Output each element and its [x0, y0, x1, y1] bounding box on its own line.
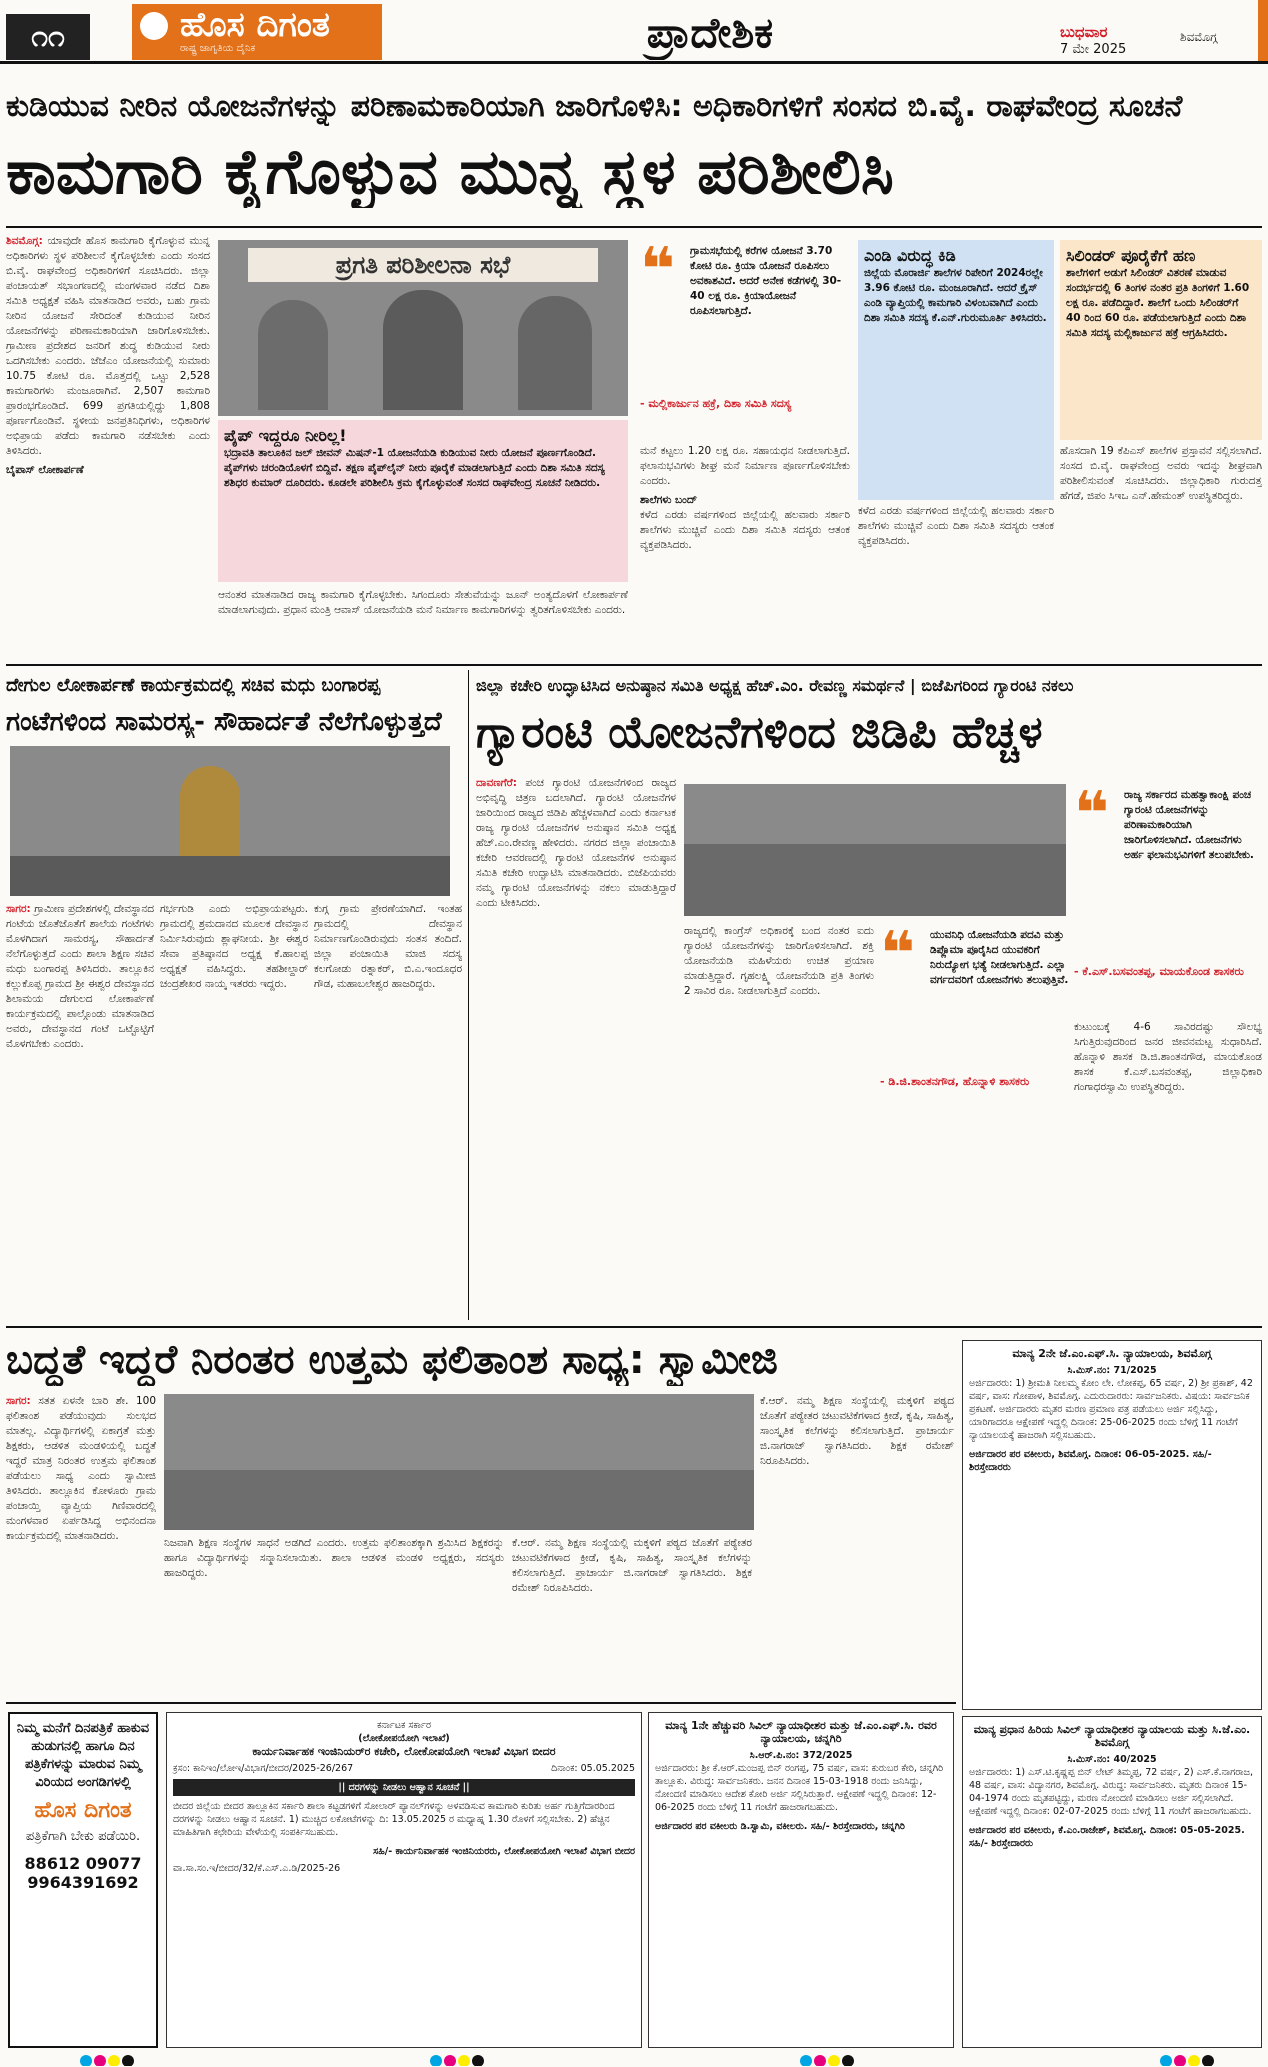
tender-govt: ಕರ್ನಾಟಕ ಸರ್ಕಾರ — [377, 1720, 431, 1731]
lead-column-6: ಹೊಸದಾಗಿ 19 ಕೆಪಿಎಸ್ ಶಾಲೆಗಳ ಪ್ರಸ್ತಾವನೆ ಸಲ್ಲಿಸಲಾಗಿದೆ. ಸಂಸದ ಬಿ.ವೈ. ರಾಘವೇಂದ್ರ ಅವರು ಇದನ್ನು ಶೀಘ್ರವಾಗಿ ಪರಿಶೀಲಿಸುವಂತೆ ಸೂಚಿಸಿದರು. ಜಿಲ್ಲಾಧಿಕಾರಿ ಗುರುದತ್ತ ಹೆಗಡೆ, ಜಿಪಂ ಸಿಇಒ ಎನ್.ಹೇಮಂತ್ ಉಪಸ್ಥಿತರಿದ್ದರು. — [1060, 445, 1262, 502]
meeting-photo — [218, 240, 628, 416]
lamp-icon — [140, 12, 168, 40]
guarantee-dateline: ದಾವಣಗೆರೆ: — [476, 777, 517, 789]
ad-text: ನಿಮ್ಮ ಮನೆಗೆ ದಿನಪತ್ರಿಕೆ ಹಾಕುವ ಹುಡುಗನಲ್ಲಿ ಹಾಗೂ ದಿನ ಪತ್ರಿಕೆಗಳನ್ನು ಮಾರುವ ನಿಮ್ಮ ವಿರಿಯದ ಅಂಗಡಿಗಳಲ್ಲಿ — [16, 1721, 150, 1790]
registration-marks — [1160, 2052, 1220, 2066]
guarantee-headline: ಗ್ಯಾರಂಟಿ ಯೋಜನೆಗಳಿಂದ ಜಿಡಿಪಿ ಹೆಚ್ಚಳ — [476, 707, 1043, 758]
person-figure — [518, 296, 592, 410]
pipe-sidebar-title: ಪೈಪ್ ಇದ್ದರೂ ನೀರಿಲ್ಲ! — [224, 426, 347, 445]
brand-logo — [132, 4, 382, 60]
dateline-block — [1060, 24, 1180, 62]
temple-headline: ಗಂಟೆಗಳಿಂದ ಸಾಮರಸ್ಯ- ಸೌಹಾರ್ದತೆ ನೆಲೆಗೊಳ್ಳುತ್ತದೆ — [6, 707, 442, 737]
guarantee-column-1 — [476, 776, 676, 1316]
subscription-ad — [8, 1712, 158, 2048]
lead-column-4 — [640, 444, 850, 654]
cylinder-sidebar-text: ಶಾಲೆಗಳಿಗೆ ಅಡುಗೆ ಸಿಲಿಂಡರ್ ವಿತರಣೆ ಮಾಡುವ ಸಂದರ್ಭದಲ್ಲಿ 6 ತಿಂಗಳ ನಂತರ ಪ್ರತಿ ತಿಂಗಳಿಗೆ 1.60 ಲಕ್ಷ ರೂ. ಪಡೆದಿದ್ದಾರೆ. ಶಾಲೆಗೆ ಒಂದು ಸಿಲಿಂಡರ್‌ಗೆ 40 ರಿಂದ 60 ರೂ. ಪಡೆಯಲಾಗುತ್ತಿದೆ ಎಂದು ದಿಶಾ ಸಮಿತಿ ಸದಸ್ಯ ಮಲ್ಲಿಕಾರ್ಜುನ ಹಕ್ರೆ ಆಗ್ರಹಿಸಿದರು. — [1066, 267, 1250, 339]
quote-box-1 — [640, 240, 850, 440]
ad-text-2: ಪತ್ರಿಕೆಗಾಗಿ ಬೇಕು ಪಡೆಯಿರಿ. — [25, 1829, 141, 1844]
notice-2-body: ಅರ್ಜಿದಾರರು: ಶ್ರೀ ಕೆ.ಆರ್.ಮಂಜಪ್ಪ ಬಿನ್ ರಂಗಪ್ಪ, 75 ವರ್ಷ, ವಾಸ: ಕುರುಬರ ಕೇರಿ, ಚನ್ನಗಿರಿ ತಾಲ್ಲೂಕು. ವಿರುದ್ಧ: ಸಾರ್ವಜನಿಕರು. ಜನನ ದಿನಾಂಕ 15-03-1918 ರಂದು ಜನಿಸಿದ್ದು, ನೋಂದಣಿ ಮಾಡಿಸಲು ಆದೇಶ ಕೋರಿ ಅರ್ಜಿ ಸಲ್ಲಿಸಿರುತ್ತಾರೆ. ಆಕ್ಷೇಪಣೆ ಇದ್ದಲ್ಲಿ ದಿನಾಂಕ: 12-06-2025 ರಂದು ಬೆಳಿಗ್ಗೆ 11 ಗಂಟೆಗೆ ಹಾಜರಾಗಬಹುದು. — [655, 1763, 944, 1813]
quote-2-byline: - ಕೆ.ಎಸ್.ಬಸವಂತಪ್ಪ, ಮಾಯಕೊಂಡ ಶಾಸಕರು — [1074, 965, 1244, 978]
tender-sign: ಸಹಿ/- ಕಾರ್ಯನಿರ್ವಾಹಕ ಇಂಜಿನಿಯರರು, ಲೋಕೋಪಯೋಗಿ ಇಲಾಖೆ ವಿಭಾಗ ಬೀದರ — [373, 1846, 635, 1857]
notice-1-case: ಸಿ.ಮಿಸ್.ನಂ: 71/2025 — [1067, 1365, 1157, 1376]
lead-column-1 — [6, 234, 210, 634]
lead-dateline: ಶಿವಮೊಗ್ಗ: — [6, 235, 43, 247]
divider — [6, 1702, 956, 1704]
temple-dateline: ಸಾಗರ: — [6, 903, 31, 915]
md-sidebar-text: ಜಿಲ್ಲೆಯ ಮೊರಾರ್ಜಿ ಶಾಲೆಗಳ ರಿಪೇರಿಗೆ 2024ರಲ್ಲೇ 3.96 ಕೋಟಿ ರೂ. ಮಂಜೂರಾಗಿದೆ. ಆದರೆ ಕ್ರೈಸ್ ಎಂಡಿ ವ್ಯಾಪ್ತಿಯಲ್ಲಿ ಕಾಮಗಾರಿ ವಿಳಂಬವಾಗಿದೆ ಎಂದು ದಿಶಾ ಸಮಿತಿ ಸದಸ್ಯ ಕೆ.ಎನ್.ಗುರುಮೂರ್ತಿ ತಿಳಿಸಿದರು. — [864, 267, 1047, 324]
bypass-subhead: ಬೈಪಾಸ್ ಲೋಕಾರ್ಪಣೆ — [6, 464, 84, 476]
lead-body: ಯಾವುದೇ ಹೊಸ ಕಾಮಗಾರಿ ಕೈಗೊಳ್ಳುವ ಮುನ್ನ ಅಧಿಕಾರಿಗಳು ಸ್ಥಳ ಪರಿಶೀಲನೆ ಕೈಗೊಳ್ಳಬೇಕು ಎಂದು ಸಂಸದ ಬಿ.ವೈ. ರಾಘವೇಂದ್ರ ಅಧಿಕಾರಿಗಳಿಗೆ ಸೂಚಿಸಿದರು. ಜಿಲ್ಲಾ ಪಂಚಾಯತ್ ಸಭಾಂಗಣದಲ್ಲಿ ಮಂಗಳವಾರ ನಡೆದ ದಿಶಾ ಸಮಿತಿ ಅಧ್ಯಕ್ಷತೆ ವಹಿಸಿ ಮಾತನಾಡಿದ ಅವರು, ಬಹು ಗ್ರಾಮ ನೀರಿನ ಯೋಜನೆ ಸೇರಿದಂತೆ ಕುಡಿಯುವ ನೀರಿನ ಯೋಜನೆಗಳನ್ನು ಪರಿಣಾಮಕಾರಿಯಾಗಿ ಜಾರಿಗೊಳಿಸಬೇಕು. ಗ್ರಾಮೀಣ ಪ್ರದೇಶದ ಜನರಿಗೆ ಶುದ್ಧ ಕುಡಿಯುವ ನೀರು ಒದಗಿಸಬೇಕು ಎಂದರು. ಜೆಜೆಎಂ ಯೋಜನೆಯಲ್ಲಿ ಸುಮಾರು 10.75 ಕೋಟಿ ರೂ. ಮೊತ್ತದಲ್ಲಿ ಒಟ್ಟು 2,528 ಕಾಮಗಾರಿಗಳು ಮಂಜೂರಾಗಿವೆ. 2,507 ಕಾಮಗಾರಿ ಪ್ರಾರಂಭಗೊಂಡಿದೆ. 699 ಪ್ರಗತಿಯಲ್ಲಿದ್ದು 1,808 ಪೂರ್ಣಗೊಂಡಿವೆ. ಸ್ಥಳೀಯ ಜನಪ್ರತಿನಿಧಿಗಳು, ಅಧಿಕಾರಿಗಳ ಅಭಿಪ್ರಾಯ ಪಡೆದು ಕಾಮಗಾರಿ ನಡೆಸಬೇಕು ಎಂದು ತಿಳಿಸಿದರು. — [6, 235, 210, 457]
notice-3-body: ಅರ್ಜಿದಾರರು: 1) ಎಸ್.ಟಿ.ಕೃಷ್ಣಪ್ಪ ಬಿನ್ ಲೇಟ್ ತಿಮ್ಮಪ್ಪ, 72 ವರ್ಷ, 2) ಎಸ್.ಕೆ.ನಾಗರಾಜ, 48 ವರ್ಷ, ವಾಸ: ವಿದ್ಯಾನಗರ, ಶಿವಮೊಗ್ಗ. ವಿರುದ್ಧ: ಸಾರ್ವಜನಿಕರು. ಮೃತರು ದಿನಾಂಕ 15-04-1974 ರಂದು ಮೃತಪಟ್ಟಿದ್ದು, ಮರಣ ನೋಂದಣಿ ಮಾಡಿಸಲು ಅರ್ಜಿ ಸಲ್ಲಿಸಲಾಗಿದೆ. ಆಕ್ಷೇಪಣೆ ಇದ್ದಲ್ಲಿ ದಿನಾಂಕ: 02-07-2025 ರಂದು ಬೆಳಿಗ್ಗೆ 11 ಗಂಟೆಗೆ ಹಾಜರಾಗಬಹುದು. — [969, 1767, 1254, 1817]
md-sidebar — [858, 240, 1054, 500]
quote-box-3 — [880, 924, 1070, 1124]
cylinder-sidebar-title: ಸಿಲಿಂಡರ್ ಪೂರೈಕೆಗೆ ಹಣ — [1066, 246, 1196, 265]
registration-marks — [80, 2052, 140, 2066]
tender-ref: ಕ್ರಸಂ: ಕಾನಿಇಂ/ಲೋಇ/ವಿಭಾಗ/ಬೀದರ/2025-26/267 — [173, 1763, 354, 1774]
quote-box-2 — [1074, 784, 1262, 1014]
notice-1-title: ಮಾನ್ಯ 2ನೇ ಜೆ.ಎಂ.ಎಫ್.ಸಿ. ನ್ಯಾಯಾಲಯ, ಶಿವಮೊಗ್ಗ — [1012, 1347, 1212, 1360]
lead-headline: ಕಾಮಗಾರಿ ಕೈಗೊಳ್ಳುವ ಮುನ್ನ ಸ್ಥಳ ಪರಿಶೀಲಿಸಿ — [6, 136, 894, 208]
tender-dept: (ಲೋಕೋಪಯೋಗಿ ಇಲಾಖೆ) — [358, 1733, 450, 1744]
divider — [6, 664, 1262, 666]
swamiji-column-2: ನಿಜವಾಗಿ ಶಿಕ್ಷಣ ಸಂಸ್ಥೆಗಳ ಸಾಧನೆ ಅಡಗಿದೆ ಎಂದರು. ಉತ್ತಮ ಫಲಿತಾಂಶಕ್ಕಾಗಿ ಶ್ರಮಿಸಿದ ಶಿಕ್ಷಕರನ್ನು ಹಾಗೂ ವಿದ್ಯಾರ್ಥಿಗಳನ್ನು ಸನ್ಮಾನಿಸಲಾಯಿತು. ಶಾಲಾ ಆಡಳಿತ ಮಂಡಳಿ ಅಧ್ಯಕ್ಷರು, ಸದಸ್ಯರು ಹಾಜರಿದ್ದರು. — [164, 1537, 504, 1579]
tender-notice — [166, 1712, 642, 2048]
notice-3-case: ಸಿ.ಮಿಸ್.ನಂ: 40/2025 — [1067, 1754, 1157, 1765]
swamiji-column-4: ಕೆ.ಆರ್. ನಮ್ಮ ಶಿಕ್ಷಣ ಸಂಸ್ಥೆಯಲ್ಲಿ ಮಕ್ಕಳಿಗೆ ಪಠ್ಯದ ಜೊತೆಗೆ ಪಠ್ಯೇತರ ಚಟುವಟಿಕೆಗಳಾದ ಕ್ರೀಡೆ, ಕೃಷಿ, ಸಾಹಿತ್ಯ, ಸಾಂಸ್ಕೃತಿಕ ಕಲೆಗಳನ್ನು ಕಲಿಸಲಾಗುತ್ತಿದೆ. ಪ್ರಾಚಾರ್ಯ ಜಿ.ನಾಗರಾಜ್ ಸ್ವಾಗತಿಸಿದರು. ಶಿಕ್ಷಕ ರಮೇಶ್ ನಿರೂಪಿಸಿದರು. — [760, 1395, 954, 1467]
quote-icon: ❝ — [880, 924, 916, 984]
lead-column-2: ಆನಂತರ ಮಾತನಾಡಿದ ರಾಜ್ಯ ಕಾಮಗಾರಿ ಕೈಗೊಳ್ಳಬೇಕು. ಸಿಗಂದೂರು ಸೇತುವೆಯನ್ನು ಜೂನ್ ಅಂತ್ಯದೊಳಗೆ ಲೋಕಾರ್ಪಣೆ ಮಾಡಲಾಗುವುದು. ಪ್ರಧಾನ ಮಂತ್ರಿ ಆವಾಸ್ ಯೋಜನೆಯಡಿ ಮನೆ ನಿರ್ಮಾಣ ಕಾಮಗಾರಿಗಳನ್ನು ತ್ವರಿತಗೊಳಿಸಬೇಕು ಎಂದರು. — [218, 589, 628, 616]
brand-name: ಹೊಸ ದಿಗಂತ — [180, 5, 330, 45]
ad-brand: ಹೊಸ ದಿಗಂತ — [34, 1798, 132, 1823]
notice-2-sign: ಅರ್ಜಿದಾರರ ಪರ ವಕೀಲರು ಡಿ.ಸ್ವಾಮಿ, ವಕೀಲರು. ಸಹಿ/- ಶಿರಸ್ತೇದಾರರು, ಚನ್ನಗಿರಿ — [655, 1821, 905, 1832]
notice-1-body: ಅರ್ಜಿದಾರರು: 1) ಶ್ರೀಮತಿ ನೀಲಮ್ಮ ಕೋಂ ಲೇ. ಲೋಕಪ್ಪ, 65 ವರ್ಷ, 2) ಶ್ರೀ ಪ್ರಕಾಶ್, 42 ವರ್ಷ, ವಾಸ: ಗೋಪಾಳ, ಶಿವಮೊಗ್ಗ. ಎದುರುದಾರರು: ಸಾರ್ವಜನಿಕರು. ವಿಷಯ: ಸಾರ್ವಜನಿಕ ಪ್ರಕಟಣೆ. ಅರ್ಜಿದಾರರು ಮೃತರ ಮರಣ ಪ್ರಮಾಣ ಪತ್ರ ಪಡೆಯಲು ಅರ್ಜಿ ಸಲ್ಲಿಸಿದ್ದು, ಯಾರಿಗಾದರೂ ಆಕ್ಷೇಪಣೆ ಇದ್ದಲ್ಲಿ ದಿನಾಂಕ: 25-06-2025 ರಂದು ಬೆಳಿಗ್ಗೆ 11 ಗಂಟೆಗೆ ನ್ಯಾಯಾಲಯಕ್ಕೆ ಹಾಜರಾಗಿ ಸಲ್ಲಿಸಬಹುದು. — [969, 1378, 1253, 1441]
person-figure — [383, 290, 463, 410]
issue-date: 7 ಮೇ 2025 — [1060, 42, 1127, 57]
day-name: ಬುಧವಾರ — [1060, 24, 1108, 41]
temple-column-2: ಗರ್ಭಗುಡಿ ಎಂದು ಅಭಿಪ್ರಾಯಪಟ್ಟರು. ಗ್ರಾಮದಲ್ಲಿ ಶ್ರಮದಾನದ ಮೂಲಕ ದೇವಸ್ಥಾನ ನಿರ್ಮಿಸಿರುವುದು ಶ್ಲಾಘನೀಯ. ಶ್ರೀ ಈಶ್ವರ ಸೇವಾ ಪ್ರತಿಷ್ಠಾನದ ಅಧ್ಯಕ್ಷ ಕೆ.ಹಾಲಪ್ಪ ಅಧ್ಯಕ್ಷತೆ ವಹಿಸಿದ್ದರು. ತಹಶೀಲ್ದಾರ್ ಚಂದ್ರಶೇಖರ ನಾಯ್ಕ ಇತರರು ಇದ್ದರು. — [160, 903, 308, 990]
photo-banner: ಪ್ರಗತಿ ಪರಿಶೀಲನಾ ಸಭೆ — [248, 248, 598, 282]
person-figure — [258, 300, 328, 410]
inauguration-photo — [684, 784, 1066, 916]
schools-subhead: ಶಾಲೆಗಳು ಬಂದ್ — [640, 494, 698, 506]
notice-3-sign: ಅರ್ಜಿದಾರರ ಪರ ವಕೀಲರು, ಕೆ.ಎಂ.ರಾಜೇಶ್, ಶಿವಮೊಗ್ಗ. ದಿನಾಂಕ: 05-05-2025. ಸಹಿ/- ಶಿರಸ್ತೇದಾರರು — [969, 1825, 1245, 1849]
registration-marks — [430, 2052, 490, 2066]
tender-date: ದಿನಾಂಕ: 05.05.2025 — [551, 1763, 635, 1774]
page-number: ೧೧ — [6, 14, 90, 60]
tender-footer: ವಾ.ಸಾ.ಸಂ.ಇ/ಬೀದರ/32/ಕೆ.ಎಸ್.ಎ.ಡಿ/2025-26 — [173, 1863, 341, 1874]
ad-phone-1: 88612 09077 — [24, 1854, 142, 1873]
corner-bar — [1258, 0, 1268, 64]
swamiji-column-3: ಕೆ.ಆರ್. ನಮ್ಮ ಶಿಕ್ಷಣ ಸಂಸ್ಥೆಯಲ್ಲಿ ಮಕ್ಕಳಿಗೆ ಪಠ್ಯದ ಜೊತೆಗೆ ಪಠ್ಯೇತರ ಚಟುವಟಿಕೆಗಳಾದ ಕ್ರೀಡೆ, ಕೃಷಿ, ಸಾಹಿತ್ಯ, ಸಾಂಸ್ಕೃತಿಕ ಕಲೆಗಳನ್ನು ಕಲಿಸಲಾಗುತ್ತಿದೆ. ಪ್ರಾಚಾರ್ಯ ಜಿ.ನಾಗರಾಜ್ ಸ್ವಾಗತಿಸಿದರು. ಶಿಕ್ಷಕ ರಮೇಶ್ ನಿರೂಪಿಸಿದರು. — [512, 1537, 752, 1594]
cylinder-sidebar — [1060, 240, 1262, 440]
tender-body: ಬೀದರ ಜಿಲ್ಲೆಯ ಬೀದರ ತಾಲ್ಲೂಕಿನ ಸರ್ಕಾರಿ ಶಾಲಾ ಕಟ್ಟಡಗಳಿಗೆ ಸೋಲಾರ್ ಪ್ಯಾನಲ್‌ಗಳನ್ನು ಅಳವಡಿಸುವ ಕಾಮಗಾರಿ ಕುರಿತು ಅರ್ಹ ಗುತ್ತಿಗೆದಾರರಿಂದ ದರಗಳನ್ನು ನೀಡಲು ಆಹ್ವಾನ ಸೂಚನೆ. 1) ಮುಚ್ಚಿದ ಲಕೋಟೆಗಳನ್ನು ದಿ: 13.05.2025 ರ ಮಧ್ಯಾಹ್ನ 1.30 ರೊಳಗೆ ಸಲ್ಲಿಸಬೇಕು. 2) ಹೆಚ್ಚಿನ ಮಾಹಿತಿಗಾಗಿ ಕಛೇರಿಯ ವೇಳೆಯಲ್ಲಿ ಸಂಪರ್ಕಿಸಬಹುದು. — [173, 1801, 615, 1838]
lead-subheadline: ಕುಡಿಯುವ ನೀರಿನ ಯೋಜನೆಗಳನ್ನು ಪರಿಣಾಮಕಾರಿಯಾಗಿ ಜಾರಿಗೊಳಿಸಿ: ಅಧಿಕಾರಿಗಳಿಗೆ ಸಂಸದ ಬಿ.ವೈ. ರಾಘವೇಂದ್ರ ಸೂಚನೆ — [6, 89, 1183, 124]
temple-column-1 — [6, 902, 154, 1318]
divider — [6, 1326, 1262, 1328]
pipe-sidebar-text: ಭದ್ರಾವತಿ ತಾಲೂಕಿನ ಜಲ್ ಜೀವನ್ ಮಿಷನ್-1 ಯೋಜನೆಯಡಿ ಕುಡಿಯುವ ನೀರು ಯೋಜನೆ ಪೂರ್ಣಗೊಂಡಿದೆ. ಪೈಪ್‌ಗಳು ಚರಂಡಿಯೊಳಗೆ ಬಿದ್ದಿವೆ. ತಕ್ಷಣ ಪೈಪ್‌ಲೈನ್ ನೀರು ಪೂರೈಕೆ ಮಾಡಲಾಗುತ್ತಿದೆ ಎಂದು ದಿಶಾ ಸಮಿತಿ ಸದಸ್ಯ ಶಶಿಧರ ಕುಮಾರ್ ದೂರಿದರು. ಕೂಡಲೇ ಪರಿಶೀಲಿಸಿ ಕ್ರಮ ಕೈಗೊಳ್ಳುವಂತೆ ಸಂಸದ ರಾಘವೇಂದ್ರ ಸೂಚನೆ ನೀಡಿದರು. — [224, 447, 605, 489]
quote-icon: ❝ — [640, 240, 676, 300]
ad-phone-2: 9964391692 — [27, 1873, 139, 1892]
quote-2-text: ರಾಜ್ಯ ಸರ್ಕಾರದ ಮಹತ್ವಾಕಾಂಕ್ಷಿ ಪಂಚ ಗ್ಯಾರಂಟಿ ಯೋಜನೆಗಳನ್ನು ಪರಿಣಾಮಕಾರಿಯಾಗಿ ಜಾರಿಗೊಳಿಸಲಾಗಿದೆ. ಯೋಜನೆಗಳು ಅರ್ಹ ಫಲಾನುಭವಿಗಳಿಗೆ ತಲುಪಬೇಕು. — [1124, 789, 1254, 861]
court-notice-1 — [962, 1340, 1262, 1710]
guarantee-column-2: ರಾಜ್ಯದಲ್ಲಿ ಕಾಂಗ್ರೆಸ್ ಅಧಿಕಾರಕ್ಕೆ ಬಂದ ನಂತರ ಐದು ಗ್ಯಾರಂಟಿ ಯೋಜನೆಗಳನ್ನು ಜಾರಿಗೊಳಿಸಲಾಗಿದೆ. ಶಕ್ತಿ ಯೋಜನೆಯಡಿ ಮಹಿಳೆಯರು ಉಚಿತ ಪ್ರಯಾಣ ಮಾಡುತ್ತಿದ್ದಾರೆ. ಗೃಹಲಕ್ಷ್ಮಿ ಯೋಜನೆಯಡಿ ಪ್ರತಿ ತಿಂಗಳು 2 ಸಾವಿರ ರೂ. ನೀಡಲಾಗುತ್ತಿದೆ ಎಂದರು. — [684, 925, 874, 997]
notice-2-case: ಸಿ.ಆರ್.ಪಿ.ನಂ: 372/2025 — [749, 1750, 853, 1761]
registration-marks — [800, 2052, 860, 2066]
guarantee-column-3: ಕುಟುಂಬಕ್ಕೆ 4-6 ಸಾವಿರದಷ್ಟು ಸೌಲಭ್ಯ ಸಿಗುತ್ತಿರುವುದರಿಂದ ಜನರ ಜೀವನಮಟ್ಟ ಸುಧಾರಿಸಿದೆ. ಹೊನ್ನಾಳಿ ಶಾಸಕ ಡಿ.ಜಿ.ಶಾಂತನಗೌಡ, ಮಾಯಕೊಂಡ ಶಾಸಕ ಕೆ.ಎಸ್.ಬಸವಂತಪ್ಪ, ಜಿಲ್ಲಾಧಿಕಾರಿ ಗಂಗಾಧರಸ್ವಾಮಿ ಉಪಸ್ಥಿತರಿದ್ದರು. — [1074, 1021, 1262, 1093]
notice-2-title: ಮಾನ್ಯ 1ನೇ ಹೆಚ್ಚುವರಿ ಸಿವಿಲ್ ನ್ಯಾಯಾಧೀಶರ ಮತ್ತು ಜೆ.ಎಂ.ಎಫ್.ಸಿ. ರವರ ನ್ಯಾಯಾಲಯ, ಚನ್ನಗಿರಿ — [665, 1719, 937, 1745]
lead-col5-text: ಕಳೆದ ಎರಡು ವರ್ಷಗಳಿಂದ ಜಿಲ್ಲೆಯಲ್ಲಿ ಹಲವಾರು ಸರ್ಕಾರಿ ಶಾಲೆಗಳು ಮುಚ್ಚಿವೆ ಎಂದು ದಿಶಾ ಸಮಿತಿ ಸದಸ್ಯರು ಆತಂಕ ವ್ಯಕ್ತಪಡಿಸಿದರು. — [640, 509, 850, 551]
group-figures — [684, 844, 1066, 916]
section-title: ಪ್ರಾದೇಶಿಕ — [646, 8, 774, 57]
tender-title: || ದರಗಳನ್ನು ನೀಡಲು ಆಹ್ವಾನ ಸೂಚನೆ || — [173, 1779, 635, 1796]
swamiji-headline: ಬದ್ಧತೆ ಇದ್ದರೆ ನಿರಂತರ ಉತ್ತಮ ಫಲಿತಾಂಶ ಸಾಧ್ಯ: ಸ್ವಾಮೀಜಿ — [6, 1337, 778, 1383]
divider — [6, 226, 1262, 228]
temple-column-3: ಕುಗ್ಗ ಗ್ರಾಮ ಪ್ರೇರಣೆಯಾಗಿದೆ. ಇಂತಹ ಗ್ರಾಮದಲ್ಲಿ ದೇವಸ್ಥಾನ ನಿರ್ಮಾಣಗೊಂಡಿರುವುದು ಸಂತಸ ತಂದಿದೆ. ಜಿಲ್ಲಾ ಪಂಚಾಯಿತಿ ಮಾಜಿ ಸದಸ್ಯ ಕಲಗೋಡು ರತ್ನಾಕರ್, ಬಿ.ಎ.ಇಂದೂಧರ ಗೌಡ, ಮಹಾಬಲೇಶ್ವರ ಹಾಜರಿದ್ದರು. — [314, 903, 462, 990]
tender-office: ಕಾರ್ಯನಿರ್ವಾಹಕ ಇಂಜಿನಿಯರ್‌ರ ಕಚೇರಿ, ಲೋಕೋಪಯೋಗಿ ಇಲಾಖೆ ವಿಭಾಗ ಬೀದರ — [252, 1745, 556, 1758]
md-sidebar-title: ಎಂಡಿ ವಿರುದ್ಧ ಕಿಡಿ — [864, 246, 956, 265]
brand-tagline: ರಾಷ್ಟ್ರ ಜಾಗೃತಿಯ ದೈನಿಕ — [180, 43, 256, 54]
court-notice-3 — [962, 1716, 1262, 2048]
lead-col4-text: ಮನೆ ಕಟ್ಟಲು 1.20 ಲಕ್ಷ ರೂ. ಸಹಾಯಧನ ನೀಡಲಾಗುತ್ತಿದೆ. ಫಲಾನುಭವಿಗಳು ಶೀಘ್ರ ಮನೆ ನಿರ್ಮಾಣ ಪೂರ್ಣಗೊಳಿಸಬೇಕು ಎಂದರು. — [640, 445, 850, 487]
notice-3-title: ಮಾನ್ಯ ಪ್ರಧಾನ ಹಿರಿಯ ಸಿವಿಲ್ ನ್ಯಾಯಾಧೀಶರ ನ್ಯಾಯಾಲಯ ಮತ್ತು ಸಿ.ಜೆ.ಎಂ. ಶಿವಮೊಗ್ಗ — [973, 1723, 1251, 1749]
column-divider — [468, 670, 469, 1320]
swamiji-body: ಸತತ ಏಳನೇ ಬಾರಿ ಶೇ. 100 ಫಲಿತಾಂಶ ಪಡೆಯುವುದು ಸುಲಭದ ಮಾತಲ್ಲ. ವಿದ್ಯಾರ್ಥಿಗಳಲ್ಲಿ ಏಕಾಗ್ರತೆ ಮತ್ತು ಶಿಕ್ಷಕರು, ಆಡಳಿತ ಮಂಡಳಿಯಲ್ಲಿ ಬದ್ಧತೆ ಇದ್ದರೆ ಮಾತ್ರ ನಿರಂತರ ಉತ್ತಮ ಫಲಿತಾಂಶ ಪಡೆಯಲು ಸಾಧ್ಯ ಎಂದು ಸ್ವಾಮೀಜಿ ತಿಳಿಸಿದರು. ತಾಲ್ಲೂಕಿನ ಕೋಳೂರು ಗ್ರಾಮ ಪಂಚಾಯ್ತಿ ವ್ಯಾಪ್ತಿಯ ಗಿಣಿವಾರದಲ್ಲಿ ಮಂಗಳವಾರ ಏರ್ಪಡಿಸಿದ್ದ ಅಭಿನಂದನಾ ಕಾರ್ಯಕ್ರಮದಲ್ಲಿ ಮಾತನಾಡಿದರು. — [6, 1395, 156, 1542]
guarantee-body: ಪಂಚ ಗ್ಯಾರಂಟಿ ಯೋಜನೆಗಳಿಂದ ರಾಜ್ಯದ ಅಭಿವೃದ್ಧಿ ಚಿತ್ರಣ ಬದಲಾಗಿದೆ. ಗ್ಯಾರಂಟಿ ಯೋಜನೆಗಳ ಜಾರಿಯಿಂದ ರಾಜ್ಯದ ಜಿಡಿಪಿ ಹೆಚ್ಚಳವಾಗಿದೆ ಎಂದು ಕರ್ನಾಟಕ ರಾಜ್ಯ ಗ್ಯಾರಂಟಿ ಯೋಜನೆಗಳ ಅನುಷ್ಠಾನ ಸಮಿತಿ ಅಧ್ಯಕ್ಷ ಹೆಚ್.ಎಂ.ರೇವಣ್ಣ ಹೇಳಿದರು. ನಗರದ ಜಿಲ್ಲಾ ಪಂಚಾಯಿತಿ ಕಚೇರಿ ಆವರಣದಲ್ಲಿ ಗ್ಯಾರಂಟಿ ಯೋಜನೆಗಳ ಅನುಷ್ಠಾನ ಸಮಿತಿ ಕಚೇರಿ ಉದ್ಘಾಟಿಸಿ ಮಾತನಾಡಿದರು. ಬಿಜೆಪಿಯವರು ನಮ್ಮ ಗ್ಯಾರಂಟಿ ಯೋಜನೆಗಳನ್ನು ನಕಲು ಮಾಡುತ್ತಿದ್ದಾರೆ ಎಂದು ಟೀಕಿಸಿದರು. — [476, 777, 676, 909]
temple-body: ಗ್ರಾಮೀಣ ಪ್ರದೇಶಗಳಲ್ಲಿ ದೇವಸ್ಥಾನದ ಗಂಟೆಯ ಜೊತೆಜೊತೆಗೆ ಶಾಲೆಯ ಗಂಟೆಗಳು ಮೊಳಗಿದಾಗ ಸಾಮರಸ್ಯ, ಸೌಹಾರ್ದತೆ ನೆಲೆಗೊಳ್ಳುತ್ತದೆ ಎಂದು ಶಾಲಾ ಶಿಕ್ಷಣ ಸಚಿವ ಮಧು ಬಂಗಾರಪ್ಪ ತಿಳಿಸಿದರು. ತಾಲ್ಲೂಕಿನ ಕಲ್ಲುಕೊಪ್ಪ ಗ್ರಾಮದ ಶ್ರೀ ಈಶ್ವರ ದೇವಸ್ಥಾನದ ಶಿಲಾಮಯ ದೇಗುಲದ ಲೋಕಾರ್ಪಣೆ ಕಾರ್ಯಕ್ರಮದಲ್ಲಿ ಪಾಲ್ಗೊಂಡು ಮಾತನಾಡಿದ ಅವರು, ದೇವಸ್ಥಾನದ ಗಂಟೆ ಒಟ್ಟೊಟ್ಟಿಗೆ ಮೊಳಗಬೇಕು ಎಂದರು. — [6, 903, 154, 1050]
quote-1-text: ಗ್ರಾಮಸಭೆಯಲ್ಲಿ ಕರೆಗಳ ಯೋಜನೆ 3.70 ಕೋಟಿ ರೂ. ಕ್ರಿಯಾ ಯೋಜನೆ ರೂಪಿಸಲು ಅವಕಾಶವಿದೆ. ಅದರೆ ಅನೇಕ ಕಡೆಗಳಲ್ಲಿ 30-40 ಲಕ್ಷ ರೂ. ಕ್ರಿಯಾಯೋಜನೆ ರೂಪಿಸಲಾಗುತ್ತಿದೆ. — [690, 245, 842, 317]
quote-1-byline: - ಮಲ್ಲಿಕಾರ್ಜುನ ಹಕ್ರೆ, ದಿಶಾ ಸಮಿತಿ ಸದಸ್ಯ — [640, 397, 792, 410]
swamiji-column-1 — [6, 1394, 156, 1694]
quote-icon: ❝ — [1074, 784, 1110, 844]
student-group — [164, 1470, 754, 1530]
court-notice-2 — [648, 1712, 954, 2048]
masthead — [0, 0, 1268, 64]
guarantee-kicker: ಜಿಲ್ಲಾ ಕಚೇರಿ ಉದ್ಘಾಟಿಸಿದ ಅನುಷ್ಠಾನ ಸಮಿತಿ ಅಧ್ಯಕ್ಷ ಹೆಚ್.ಎಂ. ರೇವಣ್ಣ ಸಮರ್ಥನೆ | ಬಿಜೆಪಿಗರಿಂದ ಗ್ಯಾರಂಟಿ ನಕಲು — [476, 676, 1074, 695]
temple-event-photo — [10, 746, 450, 896]
edition-city: ಶಿವಮೊಗ್ಗ — [1180, 30, 1218, 44]
notice-1-sign: ಅರ್ಜಿದಾರರ ಪರ ವಕೀಲರು, ಶಿವಮೊಗ್ಗ. ದಿನಾಂಕ: 06-05-2025. ಸಹಿ/- ಶಿರಸ್ತೇದಾರರು — [969, 1449, 1212, 1473]
audience-row — [10, 856, 450, 896]
temple-kicker: ದೇಗುಲ ಲೋಕಾರ್ಪಣೆ ಕಾರ್ಯಕ್ರಮದಲ್ಲಿ ಸಚಿವ ಮಧು ಬಂಗಾರಪ್ಪ — [6, 675, 381, 696]
swamiji-dateline: ಸಾಗರ: — [6, 1395, 31, 1407]
lead-column-5: ಕಳೆದ ಎರಡು ವರ್ಷಗಳಿಂದ ಜಿಲ್ಲೆಯಲ್ಲಿ ಹಲವಾರು ಸರ್ಕಾರಿ ಶಾಲೆಗಳು ಮುಚ್ಚಿವೆ ಎಂದು ದಿಶಾ ಸಮಿತಿ ಸದಸ್ಯರು ಆತಂಕ ವ್ಯಕ್ತಪಡಿಸಿದರು. — [858, 505, 1054, 547]
quote-3-text: ಯುವನಿಧಿ ಯೋಜನೆಯಡಿ ಪದವಿ ಮತ್ತು ಡಿಪ್ಲೊಮಾ ಪೂರೈಸಿದ ಯುವಕರಿಗೆ ನಿರುದ್ಯೋಗ ಭತ್ಯೆ ನೀಡಲಾಗುತ್ತಿದೆ. ಎಲ್ಲಾ ವರ್ಗದವರಿಗೆ ಯೋಜನೆಗಳು ತಲುಪುತ್ತಿವೆ. — [930, 929, 1069, 986]
quote-3-byline: - ಡಿ.ಜಿ.ಶಾಂತನಗೌಡ, ಹೊನ್ನಾಳಿ ಶಾಸಕರು — [880, 1075, 1030, 1088]
students-photo — [164, 1394, 754, 1530]
pipe-sidebar — [218, 420, 628, 582]
